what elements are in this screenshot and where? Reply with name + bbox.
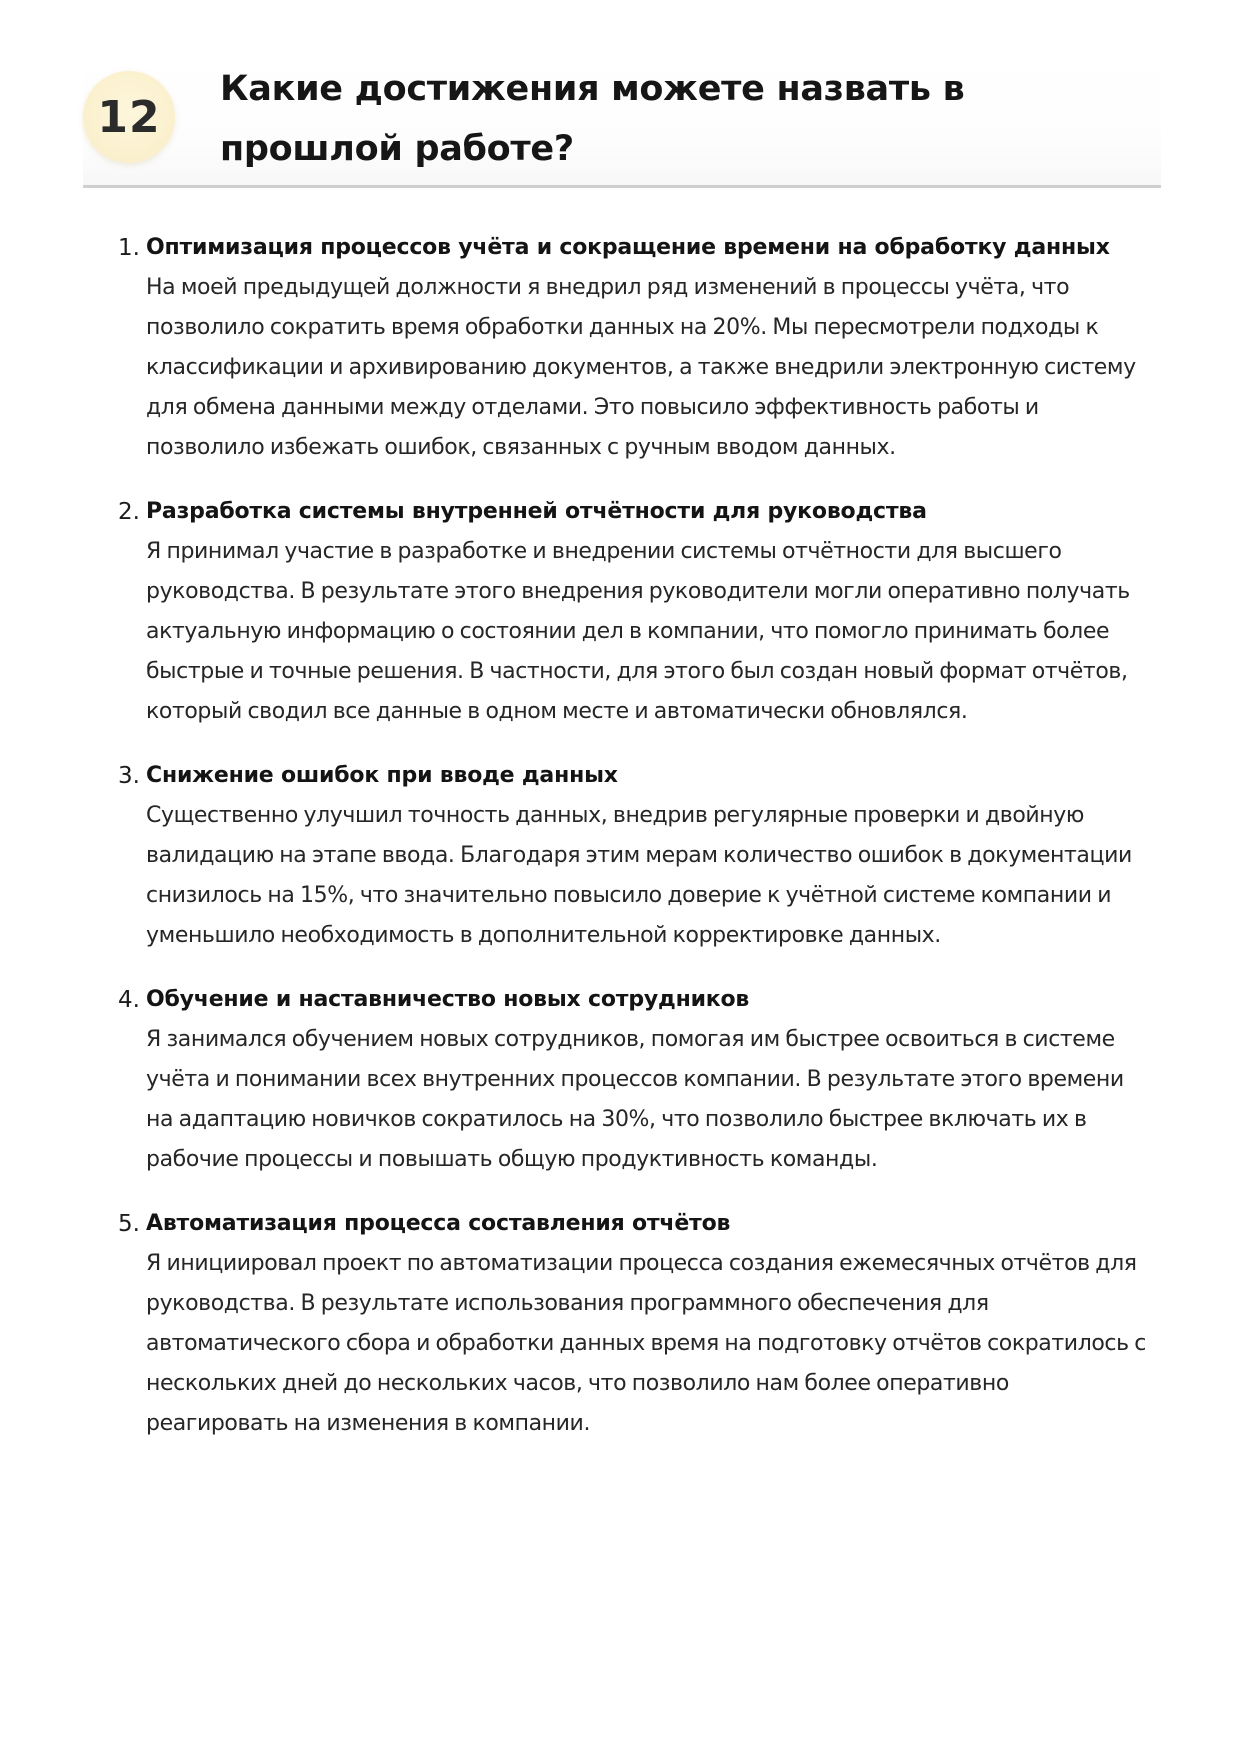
question-title: Какие достижения можете назвать в прошлой работе?	[220, 69, 965, 169]
list-item	[0, 980, 1239, 1180]
list-item-number: 1.	[118, 235, 140, 261]
list-item-number: 5.	[118, 1211, 140, 1237]
list-item-number: 3.	[118, 763, 140, 789]
list-item-body: Я инициировал проект по автоматизации процесса создания ежемесячных отчётов для руководства. В результате использования программного обеспечения для автоматического сбора и обработки данных время на подготовку отчётов сократилось с нескольких дней до нескольких часов, что позволило нам более оперативно реагировать на изменения в компании.	[146, 1251, 1146, 1436]
question-number-badge: 12	[83, 71, 175, 163]
list-item-title: Снижение ошибок при вводе данных	[146, 763, 618, 788]
list-item-number: 2.	[118, 499, 140, 525]
list-item	[0, 756, 1239, 956]
list-item-body: Я принимал участие в разработке и внедрении системы отчётности для высшего руководства. В результате этого внедрения руководители могли оперативно получать актуальную информацию о состоянии дел в компании, что помогло принимать более быстрые и точные решения. В частности, для этого был создан новый формат отчётов, который сводил все данные в одном месте и автоматически обновлялся.	[146, 539, 1130, 724]
list-item-body: Существенно улучшил точность данных, внедрив регулярные проверки и двойную валидацию на этапе ввода. Благодаря этим мерам количество ошибок в документации снизилось на 15%, что значительно повысило доверие к учётной системе компании и уменьшило необходимость в дополнительной корректировке данных.	[146, 803, 1132, 948]
list-item-title: Оптимизация процессов учёта и сокращение времени на обработку данных	[146, 235, 1110, 260]
list-item-title: Автоматизация процесса составления отчётов	[146, 1211, 731, 1236]
list-item-number: 4.	[118, 987, 140, 1013]
list-item-body: Я занимался обучением новых сотрудников, помогая им быстрее освоиться в системе учёта и понимании всех внутренних процессов компании. В результате этого времени на адаптацию новичков сократилось на 30%, что позволило быстрее включать их в рабочие процессы и повышать общую продуктивность команды.	[146, 1027, 1124, 1172]
list-item	[0, 492, 1239, 732]
question-header	[83, 56, 1161, 188]
list-item-title: Разработка системы внутренней отчётности для руководства	[146, 499, 927, 524]
achievements-list	[0, 228, 1239, 1468]
list-item-title: Обучение и наставничество новых сотрудников	[146, 987, 750, 1012]
list-item	[0, 1204, 1239, 1444]
list-item-body: На моей предыдущей должности я внедрил ряд изменений в процессы учёта, что позволило сократить время обработки данных на 20%. Мы пересмотрели подходы к классификации и архивированию документов, а также внедрили электронную систему для обмена данными между отделами. Это повысило эффективность работы и позволило избежать ошибок, связанных с ручным вводом данных.	[146, 275, 1136, 460]
list-item	[0, 228, 1239, 468]
